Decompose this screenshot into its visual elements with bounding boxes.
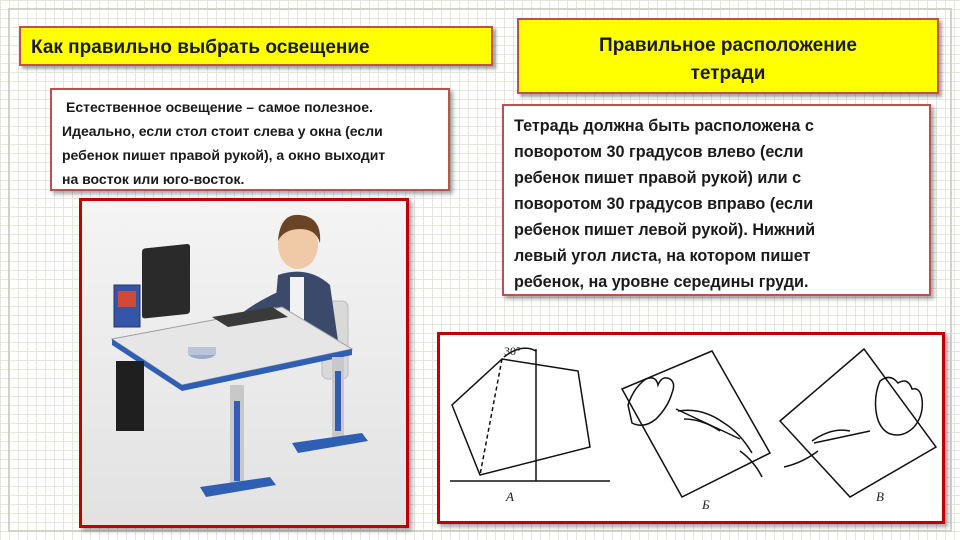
lighting-text-line: Идеально, если стол стоит слева у окна (если [62, 123, 383, 139]
lighting-text-line: на восток или юго-восток. [62, 171, 245, 187]
lighting-title-text: Как правильно выбрать освещение [31, 37, 370, 58]
panel-label-b: Б [702, 497, 710, 512]
lighting-text-line: Естественное освещение – самое полезное. [66, 99, 373, 115]
lighting-title [19, 26, 493, 66]
notebook-diagram-drawing [440, 335, 942, 521]
notebook-title-line-2: тетради [690, 63, 766, 84]
notebook-title-line-1: Правильное расположение [599, 35, 857, 56]
notebook-text-line: поворотом 30 градусов вправо (если [514, 195, 814, 213]
notebook-text-line: ребенок, на уровне середины груди. [514, 273, 809, 291]
slide-frame-top [8, 8, 952, 10]
notebook-text-line: Тетрадь должна быть расположена с [514, 117, 814, 135]
lighting-text-line: ребенок пишет правой рукой), а окно выходит [62, 147, 386, 163]
panel-label-c: В [876, 489, 884, 504]
notebook-text-line: ребенок пишет правой рукой) или с [514, 169, 802, 187]
notebook-text-line: ребенок пишет левой рукой). Нижний [514, 221, 816, 239]
notebook-title [517, 18, 939, 94]
slide-frame-left [8, 8, 10, 532]
panel-a-rotated-sheet [450, 348, 610, 481]
panel-label-a: А [506, 489, 514, 504]
lighting-text-box [50, 88, 450, 191]
notebook-text-line: левый угол листа, на котором пишет [514, 247, 811, 265]
child-at-desk-illustration [82, 201, 406, 525]
panel-c-hands-sheet [780, 349, 936, 497]
angle-label: 30° [504, 344, 521, 358]
notebook-text-line: поворотом 30 градусов влево (если [514, 143, 804, 161]
panel-b-hands-sheet [622, 351, 770, 497]
notebook-text-box [502, 104, 931, 296]
slide-frame-right [950, 8, 952, 532]
slide-frame-bottom [8, 530, 952, 532]
child-at-desk-photo [79, 198, 409, 528]
notebook-position-diagram [437, 332, 945, 524]
